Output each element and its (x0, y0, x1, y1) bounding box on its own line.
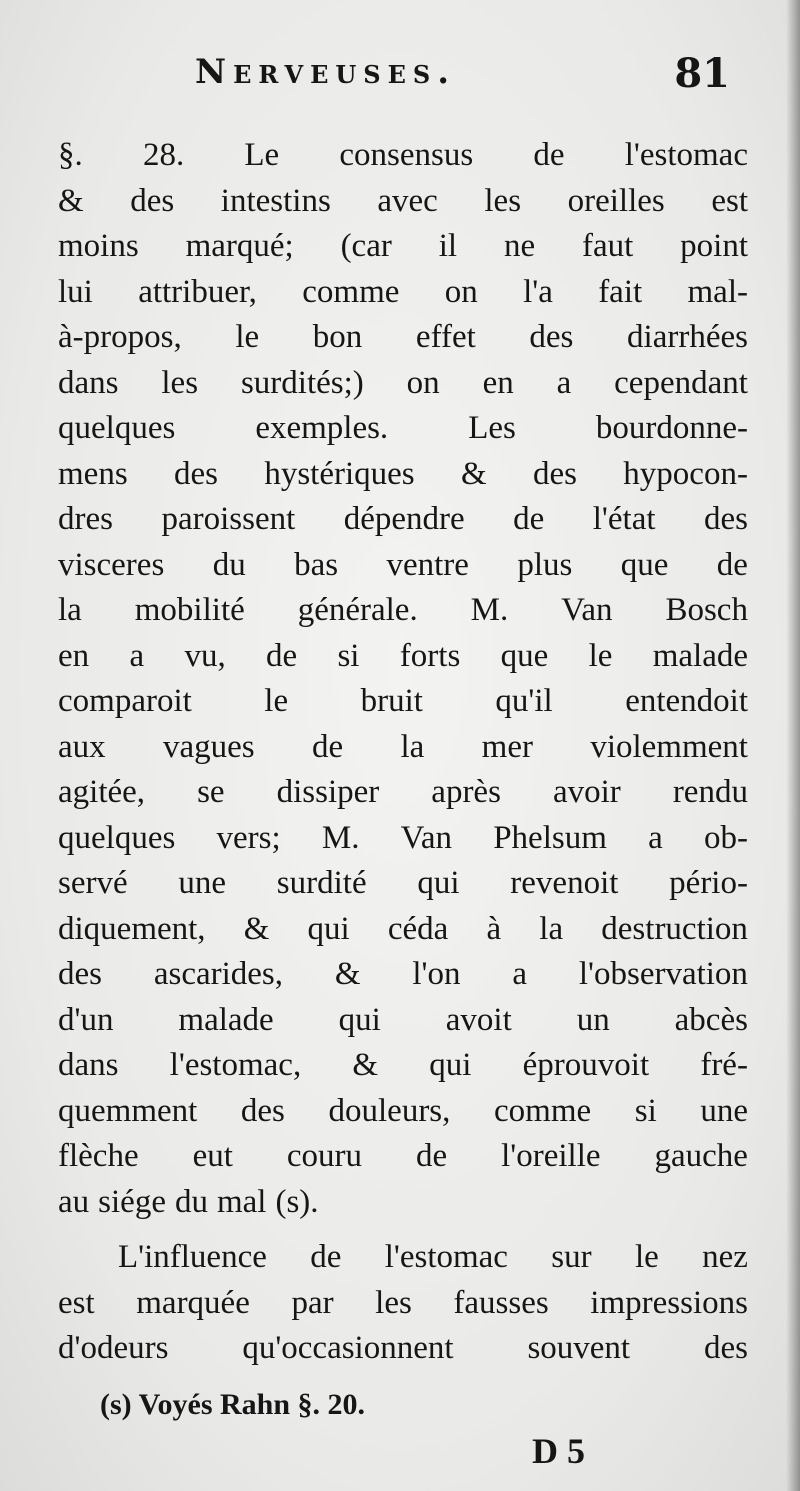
page-header (195, 52, 730, 102)
text-line: flèche eut couru de l'oreille gauche (58, 1138, 748, 1174)
text-line: dans les surdités;) on en a cependant (58, 364, 748, 401)
text-line: servé une surdité qui revenoit pério- (58, 865, 748, 901)
running-title: Nerveuses. (195, 52, 457, 92)
footnote: (s) Voyés Rahn §. 20. (100, 1388, 366, 1421)
page-edge-shadow (786, 0, 800, 1491)
text-line: la mobilité générale. M. Van Bosch (58, 592, 748, 628)
text-line: est marquée par les fausses impressions (58, 1284, 748, 1321)
signature-mark: D 5 (532, 1431, 585, 1471)
text-line: quemment des douleurs, comme si une (58, 1092, 748, 1129)
text-line: agitée, se dissiper après avoir rendu (58, 774, 748, 810)
text-line: moins marqué; (car il ne faut point (58, 228, 748, 264)
text-line: dans l'estomac, & qui éprouvoit fré- (58, 1047, 748, 1083)
text-line: diquement, & qui céda à la destruction (58, 910, 748, 947)
text-line: d'un malade qui avoit un abcès (58, 1001, 748, 1038)
text-line: au siége du mal (s). (58, 1183, 319, 1220)
text-line: & des intestins avec les oreilles est (58, 182, 748, 219)
text-line: à-propos, le bon effet des diarrhées (58, 319, 748, 355)
text-line: des ascarides, & l'on a l'observation (58, 956, 748, 992)
page-number: 81 (674, 50, 730, 97)
text-line: en a vu, de si forts que le malade (58, 637, 748, 674)
text-line: §. 28. Le consensus de l'estomac (58, 137, 748, 173)
text-line: mens des hystériques & des hypocon- (58, 455, 748, 492)
text-line: lui attribuer, comme on l'a fait mal- (58, 273, 748, 310)
text-line: comparoit le bruit qu'il entendoit (58, 683, 748, 719)
text-line: d'odeurs qu'occasionnent souvent des (58, 1330, 748, 1366)
text-line: aux vagues de la mer violemment (58, 728, 748, 765)
text-line: quelques vers; M. Van Phelsum a ob- (58, 819, 748, 856)
paragraph-gap (58, 1225, 748, 1235)
text-line: visceres du bas ventre plus que de (58, 546, 748, 583)
text-line: L'influence de l'estomac sur le nez (118, 1239, 748, 1275)
text-line: quelques exemples. Les bourdonne- (58, 410, 748, 446)
body-text (58, 133, 748, 1372)
text-line: dres paroissent dépendre de l'état des (58, 501, 748, 537)
